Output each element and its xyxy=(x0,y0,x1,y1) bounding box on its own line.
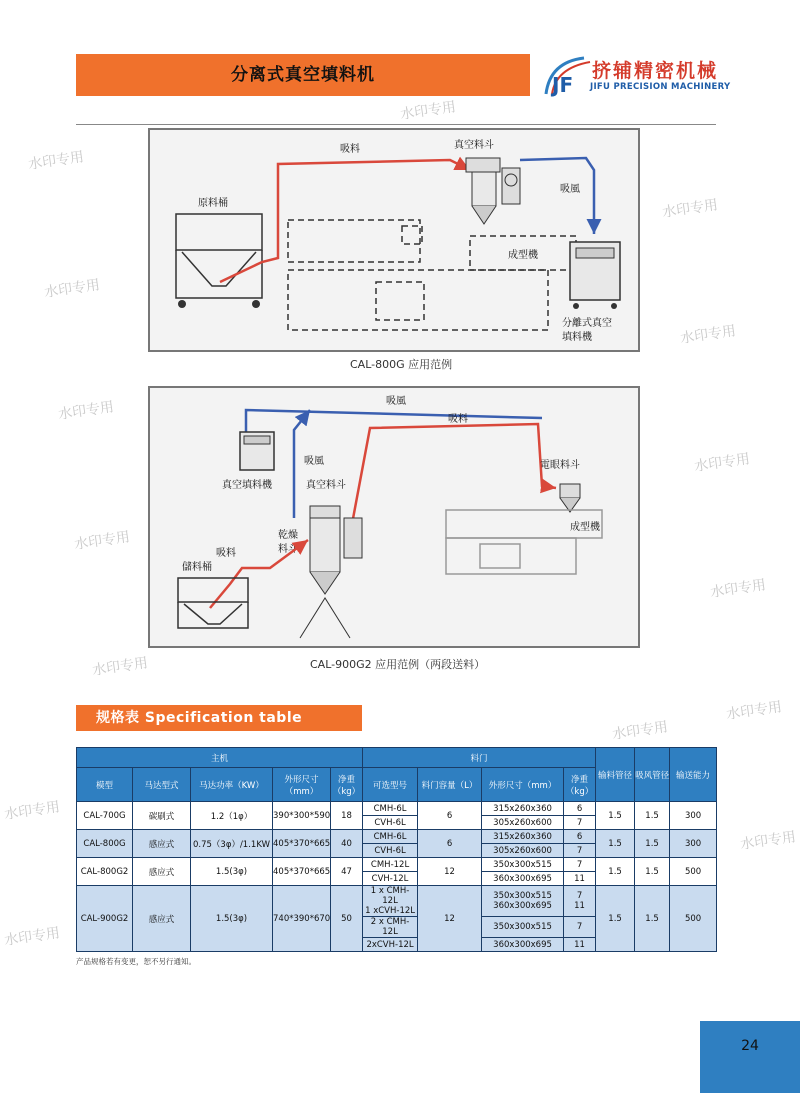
label-molding: 成型機 xyxy=(570,522,600,533)
cell-pipe-air: 1.5 xyxy=(635,830,670,858)
table-row xyxy=(77,802,717,816)
label-dryer-line1: 乾燥 xyxy=(278,530,298,541)
molding-machine xyxy=(288,220,576,330)
cell-sub-weight: 7 xyxy=(564,858,596,872)
col-header: 料门容量（L） xyxy=(418,768,482,802)
watermark: 水印专用 xyxy=(43,277,101,301)
cell-sub-dims: 315x260x360 xyxy=(482,802,564,816)
label-blow: 吸風 xyxy=(560,184,580,195)
cell-sub-dims: 350x300x515 xyxy=(482,858,564,872)
watermark: 水印专用 xyxy=(3,925,61,949)
label-hopper: 真空料斗 xyxy=(306,480,346,491)
label-suction: 吸料 xyxy=(340,144,360,155)
sub-weight-line: 11 xyxy=(574,901,585,911)
cell-pipe-in: 1.5 xyxy=(596,886,635,952)
diagram-cal-800g xyxy=(148,128,640,352)
sub-weight-line: 7 xyxy=(576,891,583,901)
cell-model: CAL-700G xyxy=(77,802,133,830)
spec-title: 规格表 Specification table xyxy=(96,710,303,726)
cell-model: CAL-800G xyxy=(77,830,133,858)
cell-capacity-out: 500 xyxy=(670,858,717,886)
page-title: 分离式真空填料机 xyxy=(231,65,375,85)
cell-sub-model: CMH-12L xyxy=(363,858,418,872)
cell-capacity: 12 xyxy=(418,858,482,886)
col-header: 外形尺寸（mm） xyxy=(482,768,564,802)
cell-sub-model xyxy=(363,886,418,917)
watermark: 水印专用 xyxy=(611,719,669,743)
cell-sub-model: 2 x CMH-12L xyxy=(363,917,418,938)
separate-vacuum-loader xyxy=(570,242,620,309)
cell-sub-weight: 7 xyxy=(564,917,596,938)
watermark: 水印专用 xyxy=(739,829,797,853)
cell-sub-dims: 315x260x360 xyxy=(482,830,564,844)
cell-capacity: 6 xyxy=(418,802,482,830)
cell-pipe-air: 1.5 xyxy=(635,858,670,886)
label-raw-bin: 原料桶 xyxy=(198,198,228,209)
cell-sub-dims: 305x260x600 xyxy=(482,816,564,830)
cell-motor-type: 感应式 xyxy=(133,858,191,886)
col-header: 马达功率（KW） xyxy=(191,768,273,802)
cell-capacity: 6 xyxy=(418,830,482,858)
cell-dims: 390*300*590 xyxy=(273,802,331,830)
watermark: 水印专用 xyxy=(57,399,115,423)
vacuum-loader xyxy=(240,432,274,470)
electric-eye-hopper xyxy=(560,484,580,512)
cell-sub-model: 2xCVH-12L xyxy=(363,938,418,952)
col-header: 模型 xyxy=(77,768,133,802)
cell-sub-dims: 360x300x695 xyxy=(482,938,564,952)
col-header: 可选型号 xyxy=(363,768,418,802)
header-divider xyxy=(76,124,716,125)
cell-dims: 405*370*665 xyxy=(273,858,331,886)
watermark: 水印专用 xyxy=(679,323,737,347)
cell-sub-weight: 6 xyxy=(564,802,596,816)
table-row xyxy=(77,886,717,917)
raw-material-bin xyxy=(176,214,262,308)
sub-model-line: 1 x CMH-12L xyxy=(370,886,410,906)
col-header: 净重（kg） xyxy=(331,768,363,802)
cell-sub-model: CVH-12L xyxy=(363,872,418,886)
watermark: 水印专用 xyxy=(3,799,61,823)
watermark: 水印专用 xyxy=(709,577,767,601)
diagram-caption-1: CAL-800G 应用范例 xyxy=(350,358,453,371)
watermark: 水印专用 xyxy=(73,529,131,553)
cell-sub-weight: 7 xyxy=(564,844,596,858)
cell-dims: 740*390*670 xyxy=(273,886,331,952)
cell-sub-model: CVH-6L xyxy=(363,816,418,830)
label-molding: 成型機 xyxy=(508,250,538,261)
vacuum-hopper xyxy=(466,158,520,224)
label-hopper: 真空料斗 xyxy=(454,140,494,151)
table-row xyxy=(77,830,717,844)
page-number: 24 xyxy=(741,1038,759,1054)
cell-capacity-out: 300 xyxy=(670,802,717,830)
cell-sub-dims: 305x260x600 xyxy=(482,844,564,858)
sub-model-line: 1 xCVH-12L xyxy=(365,906,415,916)
col-header: 净重（kg） xyxy=(564,768,596,802)
diagram-caption-2: CAL-900G2 应用范例（两段送料） xyxy=(310,658,486,671)
cell-power: 1.5(3φ) xyxy=(191,886,273,952)
cell-motor-type: 碳刷式 xyxy=(133,802,191,830)
cell-capacity-out: 500 xyxy=(670,886,717,952)
watermark: 水印专用 xyxy=(725,699,783,723)
cell-capacity: 12 xyxy=(418,886,482,952)
cell-sub-weight: 11 xyxy=(564,938,596,952)
cell-sub-model: CVH-6L xyxy=(363,844,418,858)
cell-pipe-air: 1.5 xyxy=(635,886,670,952)
logo-mark xyxy=(540,54,594,98)
cell-sub-model: CMH-6L xyxy=(363,802,418,816)
cell-model: CAL-900G2 xyxy=(77,886,133,952)
cell-sub-dims: 350x300x515 xyxy=(482,917,564,938)
watermark: 水印专用 xyxy=(91,655,149,679)
cell-weight: 50 xyxy=(331,886,363,952)
group-header-main: 主机 xyxy=(77,748,363,768)
col-header: 吸风管径 xyxy=(635,748,670,802)
watermark: 水印专用 xyxy=(693,451,751,475)
table-row xyxy=(77,858,717,872)
spec-note: 产品规格若有变更，恕不另行通知。 xyxy=(76,957,196,966)
cell-pipe-in: 1.5 xyxy=(596,830,635,858)
cell-weight: 47 xyxy=(331,858,363,886)
cell-capacity-out: 300 xyxy=(670,830,717,858)
logo-initials: JF xyxy=(552,73,574,97)
cell-pipe-air: 1.5 xyxy=(635,802,670,830)
dryer-hopper xyxy=(300,506,362,638)
cell-weight: 18 xyxy=(331,802,363,830)
label-loader-line1: 分離式真空 xyxy=(562,318,612,329)
label-blow-mid: 吸風 xyxy=(304,456,324,467)
group-header-hopper: 料门 xyxy=(363,748,596,768)
logo-name-cn: 挤辅精密机械 xyxy=(592,60,719,82)
molding-machine xyxy=(446,510,602,574)
label-loader-line2: 填料機 xyxy=(562,332,592,343)
cell-motor-type: 感应式 xyxy=(133,830,191,858)
cell-sub-weight: 6 xyxy=(564,830,596,844)
watermark: 水印专用 xyxy=(27,149,85,173)
sub-dims-line: 350x300x515 xyxy=(493,891,552,901)
cell-pipe-in: 1.5 xyxy=(596,802,635,830)
cell-sub-weight xyxy=(564,886,596,917)
cell-sub-weight: 11 xyxy=(564,872,596,886)
cell-weight: 40 xyxy=(331,830,363,858)
label-suction-left: 吸料 xyxy=(216,548,236,559)
col-header: 马达型式 xyxy=(133,768,191,802)
cell-power: 1.5(3φ) xyxy=(191,858,273,886)
label-blow-top: 吸風 xyxy=(386,396,406,407)
cell-dims: 405*370*665 xyxy=(273,830,331,858)
label-dryer-line2: 料斗 xyxy=(278,544,298,555)
col-header: 输料管径 xyxy=(596,748,635,802)
cell-sub-weight: 7 xyxy=(564,816,596,830)
cell-power: 0.75（3φ）/1.1KW xyxy=(191,830,273,858)
watermark: 水印专用 xyxy=(399,99,457,123)
cell-sub-model: CMH-6L xyxy=(363,830,418,844)
cell-motor-type: 感应式 xyxy=(133,886,191,952)
diagram-cal-900g2 xyxy=(148,386,640,648)
col-header: 输送能力 xyxy=(670,748,717,802)
cell-sub-dims xyxy=(482,886,564,917)
col-header: 外形尺寸（mm） xyxy=(273,768,331,802)
spec-table xyxy=(76,747,717,952)
label-eye-hopper: 電眼料斗 xyxy=(540,460,580,471)
cell-sub-dims: 360x300x695 xyxy=(482,872,564,886)
label-storage: 儲料桶 xyxy=(182,562,212,573)
label-suction-top: 吸料 xyxy=(448,414,468,425)
cell-model: CAL-800G2 xyxy=(77,858,133,886)
cell-pipe-in: 1.5 xyxy=(596,858,635,886)
cell-power: 1.2（1φ） xyxy=(191,802,273,830)
label-loader: 真空填料機 xyxy=(222,480,272,491)
watermark: 水印专用 xyxy=(661,197,719,221)
sub-dims-line: 360x300x695 xyxy=(493,901,552,911)
logo-name-en: JIFU PRECISION MACHINERY xyxy=(590,82,731,92)
